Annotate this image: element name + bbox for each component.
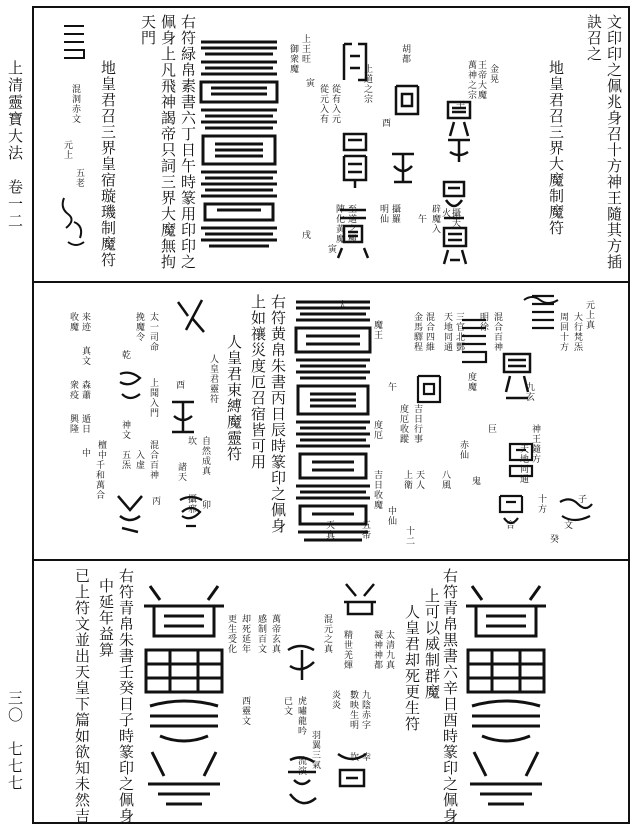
annotation: 度厄收蹤 [398, 404, 408, 444]
annotation: 收魔 [68, 312, 78, 332]
seal-glyph [496, 492, 526, 532]
annotation: 炎炎 [330, 690, 340, 710]
annotation: 真文 [80, 346, 90, 366]
seal-glyph [60, 22, 88, 62]
seal-glyph [556, 496, 596, 526]
annotation: 子 [454, 100, 464, 110]
annotation: 午 [386, 382, 396, 392]
annotation: 五炁 [120, 450, 130, 470]
seal-glyph [176, 492, 206, 532]
annotation: 中仙 [386, 506, 396, 526]
annotation: 元上真 [584, 300, 594, 330]
annotation: 混合百神 [492, 312, 502, 352]
annotation: 赤仙 [458, 440, 468, 460]
text-column: 人皇君却死更生符 [403, 604, 421, 732]
annotation: 至道之極 [346, 204, 356, 244]
annotation: 萬神之宗 [466, 60, 476, 100]
annotation: 鬼 [470, 476, 480, 486]
annotation: 幸 [360, 752, 370, 762]
talisman-glyph [195, 36, 283, 254]
annotation: 上聞入門 [148, 378, 158, 418]
text-column: 右符青帛黒書六辛日酉時篆印之佩身 [441, 568, 459, 824]
annotation: 諸天 [176, 462, 186, 482]
annotation: 坎 [348, 752, 358, 762]
text-column: 上如禳災度厄召宿皆可用 [249, 294, 267, 470]
annotation: 合 [504, 520, 514, 530]
text-column: 訣召之 [585, 14, 603, 62]
annotation: 丙 [150, 496, 160, 506]
annotation: 魔王 [372, 320, 382, 340]
annotation: 十方 [536, 494, 546, 514]
annotation: 戌 [300, 230, 310, 240]
annotation: 上王旺 [300, 34, 310, 64]
annotation: 金馬驛程 [412, 312, 422, 352]
seal-glyph [392, 82, 422, 118]
annotation: 火 [440, 208, 450, 218]
seal-glyph [500, 350, 534, 406]
annotation: 已文 [282, 696, 292, 716]
annotation: 巨 [486, 424, 496, 434]
annotation: 酉 [174, 380, 184, 390]
annotation: 衆疫 [68, 380, 78, 400]
annotation: 王帝大魔 [476, 60, 486, 100]
annotation: 坎 [186, 436, 196, 446]
seal-glyph [340, 130, 370, 190]
seal-glyph [168, 396, 198, 436]
annotation: 從有入元 [330, 84, 340, 124]
annotation: 子 [576, 494, 586, 504]
text-column: 右符青帛朱書壬癸日子時篆印之佩身 [117, 568, 135, 824]
seal-glyph [284, 640, 320, 684]
text-column: 地皇君召三界皇宿璇璣制魔符 [99, 60, 117, 268]
annotation: 明仙 [378, 204, 388, 224]
annotation: 天地同通 [518, 444, 528, 484]
text-column: 天門 [139, 14, 157, 46]
text-column: 中延年益算 [97, 578, 115, 658]
annotation: 流演 [296, 756, 306, 776]
seal-glyph [440, 178, 468, 222]
annotation: 大行梵炁 [572, 312, 582, 352]
annotation: 入虚 [134, 450, 144, 470]
annotation: 混合四維 [424, 312, 434, 352]
annotation: 文 [562, 520, 572, 530]
annotation: 攝邪 [186, 494, 196, 514]
annotation: 興隆 [68, 414, 78, 434]
seal-glyph [114, 368, 146, 408]
annotation: 攝羅 [390, 204, 400, 224]
annotation: 寅 [326, 244, 336, 254]
page-number: 三〇 七七七 [6, 690, 24, 792]
annotation: 胡都 [400, 44, 410, 64]
annotation: 更生受化 [226, 614, 236, 654]
annotation: 酉 [380, 118, 390, 128]
annotation: 明徐 [478, 312, 488, 332]
text-column: 佩身上凡飛神謁帝只詞三界大魔無拘 [159, 14, 177, 270]
talisman-glyph [462, 580, 550, 816]
seal-glyph [414, 372, 444, 406]
annotation: 千和萬合 [94, 460, 104, 500]
annotation: 攝天 [450, 208, 460, 228]
panel-divider-1 [32, 281, 630, 283]
annotation: 九陰赤字 [360, 690, 370, 730]
annotation: 御衆魔 [288, 44, 298, 74]
annotation: 感制百文 [256, 614, 266, 654]
annotation: 自然成真 [200, 436, 210, 476]
talisman-glyph [290, 296, 376, 546]
text-column: 地皇君召三界大魔制魔符 [547, 60, 565, 236]
text-column: 文印印之佩兆身召十方神王隨其方插 [605, 14, 623, 270]
seal-glyph [340, 40, 370, 84]
annotation: 混合百神 [148, 440, 158, 480]
annotation: 檀中 [96, 440, 106, 460]
annotation: 從元入有 [318, 84, 328, 124]
annotation: 羽翼三氣 [310, 730, 320, 770]
annotation: 癸 [548, 534, 558, 544]
text-column: 右符黄帛朱書丙日辰時篆印之佩身 [269, 294, 287, 534]
talisman-glyph [140, 580, 228, 816]
annotation: 元上 [62, 140, 72, 160]
annotation: 挽魔令 [134, 312, 144, 342]
annotation: 周回十方 [558, 312, 568, 352]
annotation: 吉日行事 [412, 404, 422, 444]
annotation: 虎嘯龍吟 [296, 696, 306, 736]
annotation: 太清九真 [384, 630, 394, 670]
seal-glyph [58, 194, 90, 250]
book-title: 上清靈寶大法 卷一二 [6, 60, 24, 230]
seal-glyph [172, 296, 208, 336]
annotation: 遁日 [80, 414, 90, 434]
annotation: 凝神神都 [372, 630, 382, 670]
annotation: 上道之宗 [362, 64, 372, 104]
annotation: 度魔 [466, 372, 476, 392]
annotation: 天地同通 [442, 312, 452, 352]
annotation: 八風 [440, 470, 450, 490]
panel-divider-2 [32, 559, 630, 561]
annotation: 太一司命 [148, 312, 158, 352]
annotation: 天真 [324, 520, 334, 540]
annotation: 森蕭 [80, 380, 90, 400]
annotation: 神王隨方 [530, 424, 540, 464]
annotation: 天人 [414, 470, 424, 490]
seal-glyph [522, 294, 562, 308]
annotation: 太一 [336, 300, 346, 320]
annotation: 乾 [120, 350, 130, 360]
annotation: 十二 [404, 526, 414, 546]
annotation: 混元之真 [322, 614, 332, 654]
annotation: 来迹 [80, 312, 90, 332]
annotation: 三官北酆 [454, 312, 464, 352]
annotation: 寅 [304, 78, 314, 88]
seal-glyph [284, 754, 320, 812]
seal-glyph [340, 578, 380, 618]
text-column: 已上符文並出天皇下篇如欲知未然吉 [73, 568, 91, 824]
seal-glyph [440, 224, 470, 270]
annotation: 上衛 [402, 470, 412, 490]
seal-glyph [458, 314, 490, 366]
text-column: 人皇君束縛魔靈符 [225, 334, 243, 462]
annotation: 神文 [120, 420, 130, 440]
annotation: 度厄 [372, 420, 382, 440]
annotation: 數映生明 [348, 690, 358, 730]
annotation: 陣化黃魔 [334, 204, 344, 244]
seal-glyph [506, 440, 536, 484]
annotation: 卯 [200, 500, 210, 510]
annotation: 中 [80, 448, 90, 458]
annotation: 人皇君靈符 [208, 354, 218, 404]
seal-glyph [334, 750, 370, 790]
annotation: 混洞赤文 [70, 84, 80, 124]
text-column: 右符緑帛素書六丁日午時篆用印印之 [179, 14, 197, 270]
annotation: 西靈文 [240, 696, 250, 726]
annotation: 萬帝玄真 [270, 614, 280, 654]
seal-glyph [336, 206, 370, 260]
annotation: 九玄 [524, 382, 534, 402]
annotation: 五老 [74, 168, 84, 188]
annotation: 辟魔入 [430, 204, 440, 234]
annotation: 五帝 [360, 520, 370, 540]
seal-glyph [388, 148, 418, 188]
seal-glyph [112, 492, 148, 536]
annotation: 金晃 [488, 64, 498, 84]
annotation: 却死延年 [240, 614, 250, 654]
text-column: 上可以威制群魔 [423, 588, 441, 700]
annotation: 午 [416, 214, 426, 224]
annotation: 精世羌煇 [342, 630, 352, 670]
seal-glyph [444, 96, 474, 166]
annotation: 吉日收魔 [372, 470, 382, 510]
